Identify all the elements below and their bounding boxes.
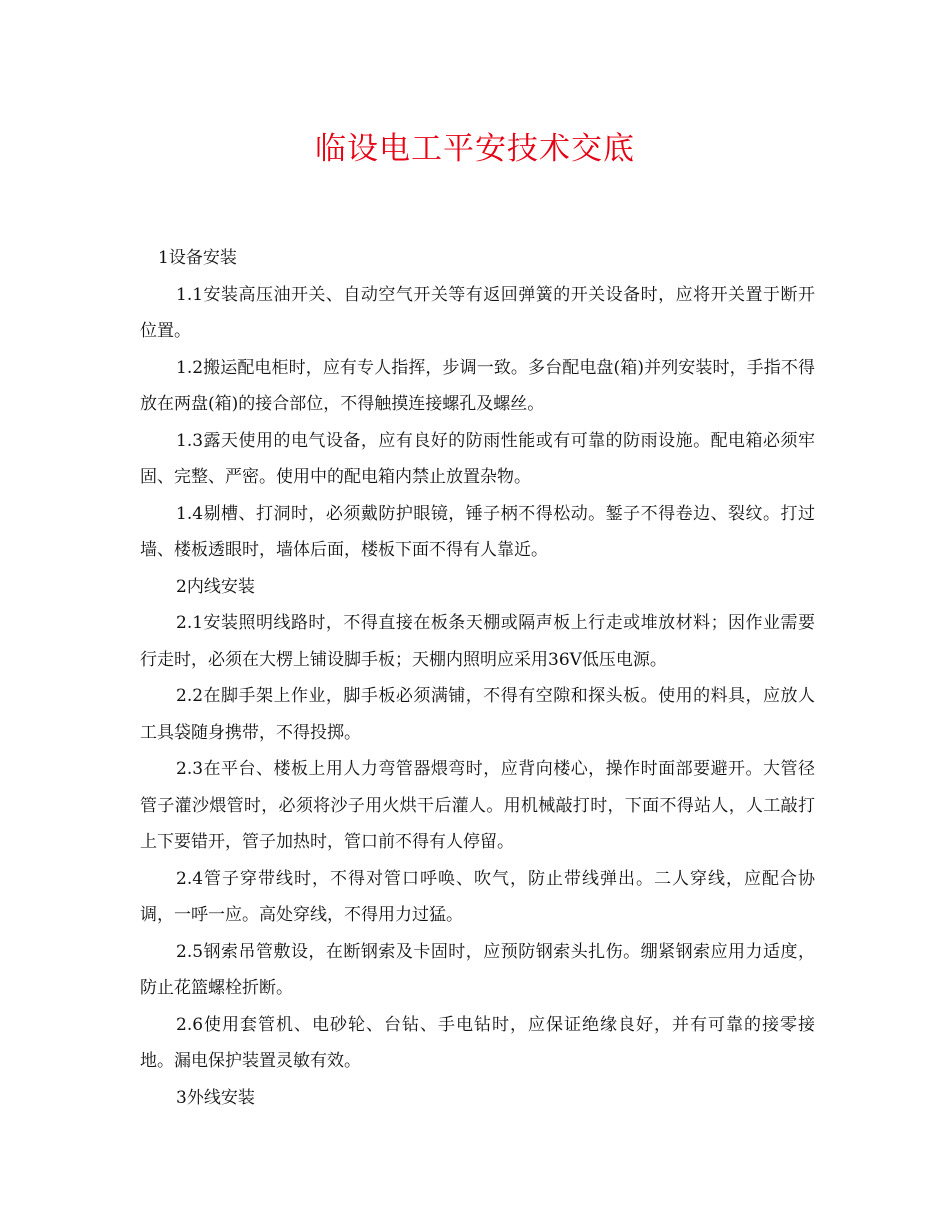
- section-heading: 3外线安装: [176, 1087, 255, 1108]
- paragraph: 2.5钢索吊管敷设，在断钢索及卡固时，应预防钢索头扎伤。绷紧钢索应用力适度，防止花篮螺栓折断。: [140, 941, 815, 998]
- document-title: 临设电工平安技术交底: [315, 131, 635, 167]
- paragraph: 1.2搬运配电柜时，应有专人指挥，步调一致。多台配电盘(箱)并列安装时，手指不得放在两盘(箱)的接合部位，不得触摸连接螺孔及螺丝。: [140, 357, 815, 414]
- paragraph: 1.3露天使用的电气设备，应有良好的防雨性能或有可靠的防雨设施。配电箱必须牢固、完整、严密。使用中的配电箱内禁止放置杂物。: [140, 430, 815, 487]
- document-body: [140, 240, 815, 1116]
- paragraph: 2.3在平台、楼板上用人力弯管器煨弯时，应背向楼心，操作时面部要避开。大管径管子灌沙煨管时，必须将沙子用火烘干后灌人。用机械敲打时，下面不得站人，人工敲打上下要错开，管子加热时，管口前不得有人停留。: [140, 759, 815, 852]
- paragraph: 2.2在脚手架上作业，脚手板必须满铺，不得有空隙和探头板。使用的料具，应放人工具袋随身携带，不得投掷。: [140, 686, 815, 743]
- paragraph: 1.1安装高压油开关、自动空气开关等有返回弹簧的开关设备时，应将开关置于断开位置。: [140, 284, 815, 341]
- section-heading: 2内线安装: [176, 576, 255, 597]
- paragraph: 1.4剔槽、打洞时，必须戴防护眼镜，锤子柄不得松动。錾子不得卷边、裂纹。打过墙、楼板透眼时，墙体后面，楼板下面不得有人靠近。: [140, 503, 815, 560]
- paragraph: 2.1安装照明线路时，不得直接在板条天棚或隔声板上行走或堆放材料；因作业需要行走时，必须在大楞上铺设脚手板；天棚内照明应采用36V低压电源。: [140, 613, 815, 670]
- paragraph: 2.4管子穿带线时，不得对管口呼唤、吹气，防止带线弹出。二人穿线，应配合协调，一呼一应。高处穿线，不得用力过猛。: [140, 868, 815, 925]
- paragraph: 2.6使用套管机、电砂轮、台钻、手电钻时，应保证绝缘良好，并有可靠的接零接地。漏电保护装置灵敏有效。: [140, 1014, 815, 1071]
- section-heading: 1设备安装: [158, 248, 237, 268]
